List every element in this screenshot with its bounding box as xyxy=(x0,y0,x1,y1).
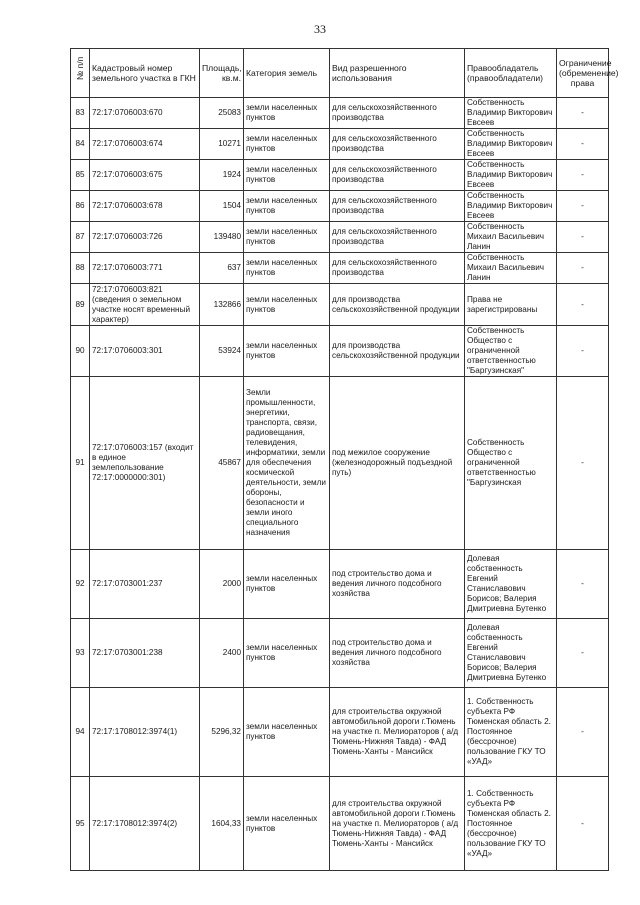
row-num: 93 xyxy=(71,619,90,688)
row-land-category: земли населенных пунктов xyxy=(244,284,330,326)
row-permitted-use: для сельскохозяйственного производства xyxy=(330,191,465,222)
row-cadastral-number: 72:17:1708012:3974(2) xyxy=(90,777,200,871)
row-land-category: земли населенных пунктов xyxy=(244,129,330,160)
row-permitted-use: под межилое сооружение (железнодорожный подъездной путь) xyxy=(330,377,465,550)
row-num: 95 xyxy=(71,777,90,871)
row-cadastral-number: 72:17:0706003:678 xyxy=(90,191,200,222)
header-restriction: Ограничение (обременение) права xyxy=(557,49,609,98)
row-cadastral-number: 72:17:0703001:238 xyxy=(90,619,200,688)
table-row xyxy=(71,160,609,191)
row-area: 53924 xyxy=(200,326,244,377)
table-row xyxy=(71,98,609,129)
row-cadastral-number: 72:17:0706003:670 xyxy=(90,98,200,129)
row-restriction: - xyxy=(557,326,609,377)
row-permitted-use: для сельскохозяйственного производства xyxy=(330,222,465,253)
row-owner: Собственность Владимир Викторович Евсеев xyxy=(465,160,557,191)
row-restriction: - xyxy=(557,253,609,284)
row-area: 1924 xyxy=(200,160,244,191)
row-area: 132866 xyxy=(200,284,244,326)
row-area: 139480 xyxy=(200,222,244,253)
row-num: 85 xyxy=(71,160,90,191)
row-permitted-use: для производства сельскохозяйственной продукции xyxy=(330,284,465,326)
row-land-category: земли населенных пунктов xyxy=(244,191,330,222)
table-row xyxy=(71,777,609,871)
header-owner: Правообладатель (правообладатели) xyxy=(465,49,557,98)
page-number: 33 xyxy=(314,22,326,36)
row-owner: Права не зарегистрированы xyxy=(465,284,557,326)
row-restriction: - xyxy=(557,284,609,326)
row-area: 25083 xyxy=(200,98,244,129)
row-restriction: - xyxy=(557,160,609,191)
header-use: Вид разрешенного использования xyxy=(330,49,465,98)
row-area: 5296,32 xyxy=(200,688,244,777)
row-num: 87 xyxy=(71,222,90,253)
row-owner: Собственность Общество с ограниченной ответственностью "Баргузинская" xyxy=(465,326,557,377)
row-owner: Собственность Общество с ограниченной ответственностью "Баргузинская xyxy=(465,377,557,550)
row-num: 91 xyxy=(71,377,90,550)
row-owner: Собственность Владимир Викторович Евсеев xyxy=(465,129,557,160)
row-restriction: - xyxy=(557,688,609,777)
row-permitted-use: под строительство дома и ведения личного подсобного хозяйства xyxy=(330,550,465,619)
row-cadastral-number: 72:17:0706003:157 (входит в единое землепользование 72:17:0000000:301) xyxy=(90,377,200,550)
row-land-category: земли населенных пунктов xyxy=(244,222,330,253)
table-row xyxy=(71,222,609,253)
row-land-category: земли населенных пунктов xyxy=(244,550,330,619)
table-row xyxy=(71,326,609,377)
row-land-category: земли населенных пунктов xyxy=(244,777,330,871)
row-owner: Собственность Михаил Васильевич Ланин xyxy=(465,253,557,284)
row-owner: Долевая собственность Евгений Станиславович Борисов; Валерия Дмитриевна Бутенко xyxy=(465,619,557,688)
row-area: 45867 xyxy=(200,377,244,550)
row-owner: Собственность Владимир Викторович Евсеев xyxy=(465,98,557,129)
row-cadastral-number: 72:17:1708012:3974(1) xyxy=(90,688,200,777)
row-owner: Собственность Владимир Викторович Евсеев xyxy=(465,191,557,222)
row-area: 1604,33 xyxy=(200,777,244,871)
row-owner: 1. Собственность субъекта РФ Тюменская область 2. Постоянное (бессрочное) пользование ГКУ ТО «УАД» xyxy=(465,688,557,777)
table-row xyxy=(71,284,609,326)
row-land-category: земли населенных пунктов xyxy=(244,688,330,777)
row-num: 90 xyxy=(71,326,90,377)
row-area: 637 xyxy=(200,253,244,284)
row-restriction: - xyxy=(557,619,609,688)
row-owner: Долевая собственность Евгений Станиславович Борисов; Валерия Дмитриевна Бутенко xyxy=(465,550,557,619)
row-area: 10271 xyxy=(200,129,244,160)
table-row xyxy=(71,619,609,688)
row-num: 83 xyxy=(71,98,90,129)
row-cadastral-number: 72:17:0703001:237 xyxy=(90,550,200,619)
row-permitted-use: для производства сельскохозяйственной продукции xyxy=(330,326,465,377)
row-area: 2400 xyxy=(200,619,244,688)
row-owner: Собственность Михаил Васильевич Ланин xyxy=(465,222,557,253)
row-num: 94 xyxy=(71,688,90,777)
row-restriction: - xyxy=(557,98,609,129)
row-area: 2000 xyxy=(200,550,244,619)
row-permitted-use: для сельскохозяйственного производства xyxy=(330,129,465,160)
row-cadastral-number: 72:17:0706003:674 xyxy=(90,129,200,160)
row-land-category: земли населенных пунктов xyxy=(244,326,330,377)
row-area: 1504 xyxy=(200,191,244,222)
table-row xyxy=(71,191,609,222)
row-num: 89 xyxy=(71,284,90,326)
row-restriction: - xyxy=(557,222,609,253)
row-permitted-use: для сельскохозяйственного производства xyxy=(330,253,465,284)
header-category: Категория земель xyxy=(244,49,330,98)
header-num: № п/п xyxy=(71,49,90,98)
table-row xyxy=(71,550,609,619)
row-permitted-use: для сельскохозяйственного производства xyxy=(330,98,465,129)
row-land-category: земли населенных пунктов xyxy=(244,98,330,129)
row-cadastral-number: 72:17:0706003:726 xyxy=(90,222,200,253)
row-restriction: - xyxy=(557,129,609,160)
row-num: 84 xyxy=(71,129,90,160)
row-owner: 1. Собственность субъекта РФ Тюменская область 2. Постоянное (бессрочное) пользование ГКУ ТО «УАД» xyxy=(465,777,557,871)
row-cadastral-number: 72:17:0706003:301 xyxy=(90,326,200,377)
row-land-category: Земли промышленности, энергетики, транспорта, связи, радиовещания, телевидения, информатики, земли для обеспечения космической деятельности, земли обороны, безопасности и земли иного специального назначения xyxy=(244,377,330,550)
row-permitted-use: для строительства окружной автомобильной дороги г.Тюмень на участке п. Мелиораторов ( а/д Тюмень-Нижняя Тавда) - ФАД Тюмень-Ханты - Мансийск xyxy=(330,777,465,871)
table-header-row xyxy=(71,49,609,98)
header-area: Площадь, кв.м. xyxy=(200,49,244,98)
row-permitted-use: для сельскохозяйственного производства xyxy=(330,160,465,191)
row-num: 86 xyxy=(71,191,90,222)
row-permitted-use: для строительства окружной автомобильной дороги г.Тюмень на участке п. Мелиораторов ( а/д Тюмень-Нижняя Тавда) - ФАД Тюмень-Ханты - Мансийск xyxy=(330,688,465,777)
row-restriction: - xyxy=(557,191,609,222)
row-restriction: - xyxy=(557,377,609,550)
row-restriction: - xyxy=(557,550,609,619)
row-cadastral-number: 72:17:0706003:821 (сведения о земельном участке носят временный характер) xyxy=(90,284,200,326)
row-land-category: земли населенных пунктов xyxy=(244,253,330,284)
row-cadastral-number: 72:17:0706003:771 xyxy=(90,253,200,284)
row-num: 88 xyxy=(71,253,90,284)
table-row xyxy=(71,253,609,284)
table-row xyxy=(71,129,609,160)
row-num: 92 xyxy=(71,550,90,619)
row-permitted-use: под строительство дома и ведения личного подсобного хозяйства xyxy=(330,619,465,688)
header-cadastral: Кадастровый номер земельного участка в ГКН xyxy=(90,49,200,98)
land-plots-table xyxy=(70,48,619,871)
row-land-category: земли населенных пунктов xyxy=(244,619,330,688)
table-row xyxy=(71,377,609,550)
row-land-category: земли населенных пунктов xyxy=(244,160,330,191)
row-cadastral-number: 72:17:0706003:675 xyxy=(90,160,200,191)
table-row xyxy=(71,688,609,777)
row-restriction: - xyxy=(557,777,609,871)
